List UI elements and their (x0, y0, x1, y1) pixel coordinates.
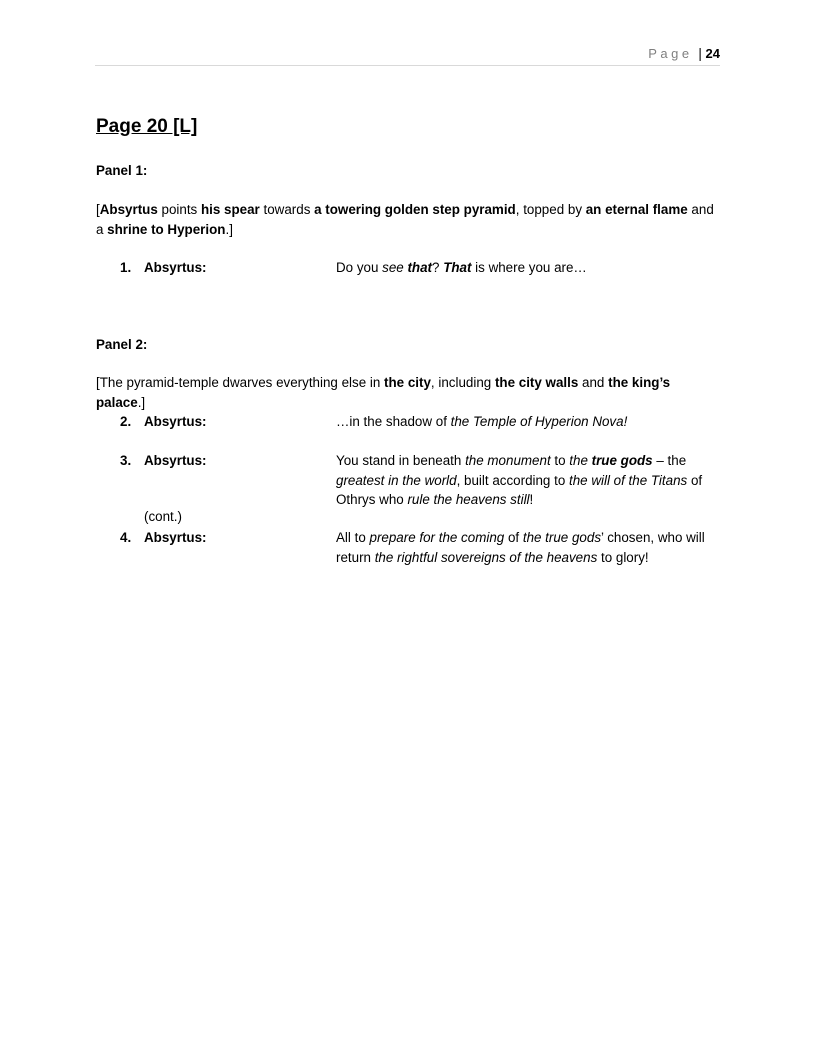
panel-1-heading: Panel 1: (96, 163, 148, 178)
page-number: 24 (705, 46, 720, 61)
dialogue-text: You stand in beneath the monument to the true gods – the greatest in the world, built according to the will of the Titans of Othrys who rule the heavens still! (336, 453, 703, 507)
continued-label: (cont.) (144, 509, 182, 524)
dialogue-text: …in the shadow of the Temple of Hyperion Nova! (336, 414, 628, 429)
panel-1-description: [Absyrtus points his spear towards a towering golden step pyramid, topped by an eternal flame and a shrine to Hyperion.] (96, 202, 714, 237)
dialogue-text: Do you see that? That is where you are… (336, 260, 587, 275)
header-separator: | (698, 46, 702, 61)
dialogue-text: All to prepare for the coming of the true gods’ chosen, who will return the rightful sovereigns of the heavens to glory! (336, 530, 705, 565)
speaker: Absyrtus: (144, 453, 207, 468)
page-label: Page (648, 46, 693, 61)
speaker: Absyrtus: (144, 260, 207, 275)
line-number: 4. (120, 530, 132, 545)
panel-2-heading: Panel 2: (96, 337, 148, 352)
speaker: Absyrtus: (144, 414, 207, 429)
line-number: 3. (120, 453, 132, 468)
panel-2-description: [The pyramid-temple dwarves everything else in the city, including the city walls and the king’s palace.] (96, 375, 671, 410)
line-number: 1. (120, 260, 132, 275)
page-header (95, 46, 720, 66)
speaker: Absyrtus: (144, 530, 207, 545)
page-title: Page 20 [L] (96, 116, 198, 137)
line-number: 2. (120, 414, 132, 429)
